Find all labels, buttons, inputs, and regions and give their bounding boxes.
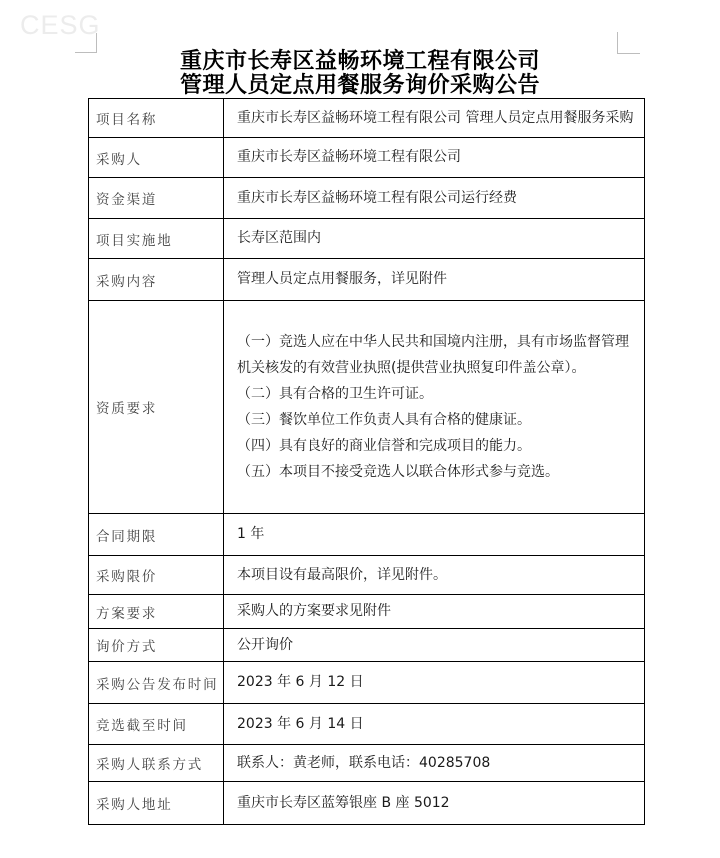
procurement-table-body <box>89 99 645 825</box>
row-value: 2023 年 6 月 12 日 <box>224 662 645 704</box>
row-label: 资金渠道 <box>89 178 224 219</box>
row-label: 采购人联系方式 <box>89 745 224 782</box>
table-row <box>89 301 645 514</box>
watermark: CESG <box>20 10 101 40</box>
qualification-line: （五）本项目不接受竞选人以联合体形式参与竞选。 <box>237 464 559 480</box>
table-row <box>89 662 645 704</box>
row-value <box>224 301 645 514</box>
row-label: 采购公告发布时间 <box>89 662 224 704</box>
row-label: 合同期限 <box>89 514 224 556</box>
row-label: 项目名称 <box>89 99 224 138</box>
qualification-line: （四）具有良好的商业信誉和完成项目的能力。 <box>237 438 531 454</box>
table-row <box>89 704 645 745</box>
table-row <box>89 782 645 825</box>
qualification-line: （三）餐饮单位工作负责人具有合格的健康证。 <box>237 412 531 428</box>
table-row <box>89 99 645 138</box>
table-row <box>89 556 645 595</box>
table-row <box>89 629 645 662</box>
row-value: 1 年 <box>224 514 645 556</box>
row-label: 询价方式 <box>89 629 224 662</box>
row-value: 重庆市长寿区益畅环境工程有限公司运行经费 <box>224 178 645 219</box>
qualification-line: （二）具有合格的卫生许可证。 <box>237 386 433 402</box>
table-row <box>89 178 645 219</box>
row-label: 采购人地址 <box>89 782 224 825</box>
procurement-table <box>88 98 645 825</box>
table-row <box>89 138 645 178</box>
row-label: 方案要求 <box>89 595 224 629</box>
row-label: 资质要求 <box>89 301 224 514</box>
table-row <box>89 259 645 301</box>
qualification-line: （一）竞选人应在中华人民共和国境内注册，具有市场监督管理机关核发的有效营业执照(提供营业执照复印件盖公章）。 <box>237 334 629 376</box>
row-value: 管理人员定点用餐服务，详见附件 <box>224 259 645 301</box>
row-value: 2023 年 6 月 14 日 <box>224 704 645 745</box>
table-row <box>89 514 645 556</box>
row-value: 采购人的方案要求见附件 <box>224 595 645 629</box>
row-value: 重庆市长寿区蓝筹银座 B 座 5012 <box>224 782 645 825</box>
row-value: 联系人：黄老师，联系电话：40285708 <box>224 745 645 782</box>
doc-title-line1: 重庆市长寿区益畅环境工程有限公司 <box>179 49 540 74</box>
row-value: 重庆市长寿区益畅环境工程有限公司 <box>224 138 645 178</box>
row-value: 长寿区范围内 <box>224 219 645 259</box>
row-label: 采购人 <box>89 138 224 178</box>
row-label: 采购限价 <box>89 556 224 595</box>
doc-title <box>0 50 720 97</box>
row-label: 项目实施地 <box>89 219 224 259</box>
table-row <box>89 745 645 782</box>
row-label: 竞选截至时间 <box>89 704 224 745</box>
row-value: 公开询价 <box>224 629 645 662</box>
doc-title-line2: 管理人员定点用餐服务询价采购公告 <box>179 72 540 98</box>
row-label: 采购内容 <box>89 259 224 301</box>
table-row <box>89 595 645 629</box>
table-row <box>89 219 645 259</box>
row-value: 重庆市长寿区益畅环境工程有限公司 管理人员定点用餐服务采购 <box>224 99 645 138</box>
row-value: 本项目设有最高限价，详见附件。 <box>224 556 645 595</box>
